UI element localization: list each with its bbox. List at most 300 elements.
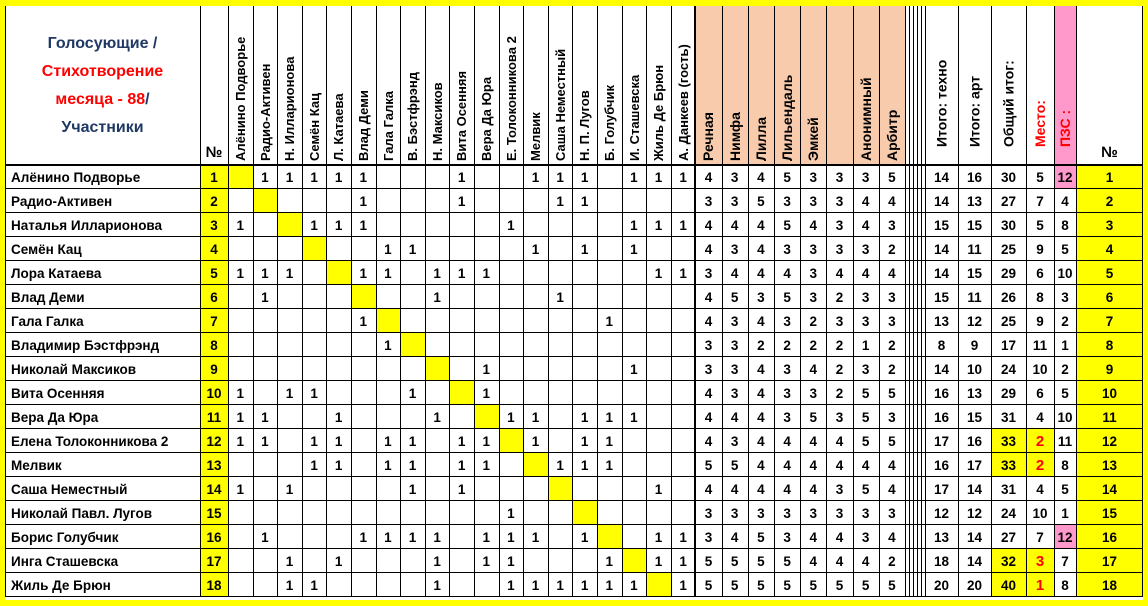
place-cell: 4 [1036,409,1044,425]
judge-score: 4 [704,385,713,401]
judge-score: 4 [757,361,765,377]
judge-header: Лилла [752,116,769,161]
self-vote-cell [228,165,253,189]
vote-cell: 1 [482,529,491,545]
judge-score: 4 [888,265,896,281]
participant-name: Семён Кац [11,241,82,257]
participant-number-right: 4 [1076,237,1143,261]
judge-score: 4 [809,361,818,377]
table-title [5,6,200,165]
judge-score: 2 [835,385,844,401]
vote-cell: 1 [531,409,540,425]
judge-score: 4 [861,265,870,281]
judge-score: 3 [809,193,818,209]
place-cell: 6 [1036,265,1044,281]
judge-score: 5 [730,457,739,473]
vote-cell: 1 [310,217,318,233]
vote-cell: 1 [457,169,466,185]
judge-score: 4 [704,313,713,329]
judge-score: 3 [730,193,739,209]
vote-cell: 1 [310,169,318,185]
judge-score: 3 [888,409,896,425]
grid-line [853,6,854,597]
participant-name: Влад Деми [11,289,85,305]
vote-cell: 1 [261,169,269,185]
vote-cell: 1 [384,241,392,257]
participant-number: 8 [200,333,228,357]
participant-name: Мелвик [11,457,62,473]
self-vote-cell [449,381,474,405]
vote-cell: 1 [679,265,687,281]
participant-name: Гала Галка [11,313,84,329]
grid-line [5,596,1143,597]
self-vote-cell [572,501,597,525]
judge-score: 3 [861,241,870,257]
participant-number: 5 [200,261,228,285]
grid-line [671,6,672,597]
vote-cell: 1 [359,193,368,209]
self-vote-cell [351,285,376,309]
vote-cell: 1 [605,457,614,473]
title-month: месяца - 88 [55,90,146,108]
grid-line [499,6,500,597]
vote-cell: 1 [654,553,663,569]
judge-score: 4 [704,289,713,305]
judge-score: 3 [888,505,896,521]
judge-score: 3 [835,481,844,497]
title-poem: Стихотворение [41,62,164,80]
techno-total: 14 [933,265,950,281]
grid-line [748,6,749,597]
grid-line [5,164,1143,166]
judge-score: 5 [809,409,818,425]
vote-cell: 1 [556,457,564,473]
self-vote-cell [548,477,573,501]
vote-cell: 1 [236,217,245,233]
vote-cell: 1 [654,481,663,497]
vote-cell: 1 [236,409,245,425]
voter-header: Н. Максиков [429,82,445,161]
judge-score: 4 [783,481,791,497]
vote-cell: 1 [457,481,466,497]
overall-total: 33 [991,453,1026,477]
judge-score: 3 [809,241,818,257]
overall-total: 25 [1000,241,1017,257]
pzs-cell: 10 [1057,409,1073,425]
place-cell: 5 [1036,217,1044,233]
pzs-cell: 1 [1061,505,1069,521]
grid-line [646,6,647,597]
judge-score: 4 [704,409,713,425]
pzs-cell: 8 [1061,217,1069,233]
grid-line [572,6,573,597]
judge-header: Речная [700,112,717,161]
vote-cell: 1 [654,265,663,281]
pzs-cell: 12 [1054,165,1076,189]
art-total: 20 [966,577,983,593]
participant-number: 7 [200,309,228,333]
vote-cell: 1 [580,409,589,425]
art-total: 9 [970,337,979,353]
self-vote-cell [523,453,548,477]
vote-cell: 1 [310,433,318,449]
judge-score: 4 [835,433,844,449]
judge-score: 5 [704,457,713,473]
pzs-cell: 2 [1061,361,1069,377]
grid-line [277,6,278,597]
overall-total: 29 [1000,265,1017,281]
place-cell: 7 [1036,529,1044,545]
judge-score: 4 [757,409,765,425]
self-vote-cell [253,189,278,213]
vote-cell: 1 [408,385,417,401]
vote-cell: 1 [236,265,245,281]
techno-total: 16 [933,385,950,401]
place-cell: 9 [1036,313,1044,329]
judge-score: 4 [861,193,870,209]
participant-name: Жиль Де Брюн [11,577,111,593]
judge-score: 1 [861,337,870,353]
judge-score: 2 [888,361,896,377]
participant-number: 14 [200,477,228,501]
voter-header: Гала Галка [380,91,396,161]
participant-name: Вера Да Юра [11,409,99,425]
judge-score: 4 [783,457,791,473]
judge-score: 3 [861,289,870,305]
vote-cell: 1 [605,577,614,593]
judge-score: 5 [888,577,896,593]
judge-score: 3 [783,529,791,545]
judge-score: 2 [757,337,765,353]
vote-cell: 1 [285,481,294,497]
judge-score: 3 [704,361,713,377]
voter-header: Н. Илларионова [281,56,297,161]
judge-score: 3 [730,433,739,449]
techno-total: 14 [933,241,950,257]
vote-cell: 1 [310,577,318,593]
techno-total: 20 [933,577,950,593]
participant-number: 12 [200,429,228,453]
grid-line [800,6,801,597]
techno-total: 14 [933,361,950,377]
title-voters: Голосующие / [47,34,158,52]
pzs-cell: 1 [1061,337,1069,353]
num-column-header: № [205,144,223,161]
self-vote-cell [277,213,302,237]
vote-cell: 1 [679,553,687,569]
grid-line [5,500,1143,501]
judge-score: 5 [809,577,818,593]
vote-cell: 1 [285,169,294,185]
techno-total: 15 [933,289,950,305]
place-cell: 2 [1026,453,1054,477]
judge-score: 4 [757,313,765,329]
vote-cell: 1 [679,217,687,233]
vote-cell: 1 [556,289,564,305]
vote-cell: 1 [679,529,687,545]
judge-score: 3 [783,193,791,209]
grid-line [5,404,1143,405]
judge-score: 3 [730,361,739,377]
vote-cell: 1 [359,529,368,545]
vote-cell: 1 [580,193,589,209]
judge-score: 5 [861,481,870,497]
judge-score: 4 [835,265,844,281]
voting-table [5,6,1143,600]
overall-total: 30 [1000,169,1017,185]
vote-cell: 1 [261,433,269,449]
judge-score: 4 [809,217,818,233]
judge-score: 5 [888,433,896,449]
overall-total: 24 [1000,505,1017,521]
judge-score: 4 [861,553,870,569]
judge-header: Нимфа [726,112,743,161]
judge-score: 4 [835,553,844,569]
grid-line [905,6,906,597]
judge-score: 3 [757,505,765,521]
participant-number: 16 [200,525,228,549]
vote-cell: 1 [654,529,663,545]
overall-total: 27 [1000,529,1017,545]
judge-score: 3 [809,265,818,281]
voter-header: А. Данкеев (гость) [675,44,691,161]
voter-header: Е. Толоконникова 2 [503,36,519,161]
judge-score: 5 [861,409,870,425]
vote-cell: 1 [507,577,515,593]
vote-cell: 1 [433,409,441,425]
judge-score: 5 [888,385,896,401]
place-cell: 10 [1032,361,1048,377]
participant-number: 17 [200,549,228,573]
judge-score: 4 [809,553,818,569]
grid-line [253,6,254,597]
grid-line [5,524,1143,525]
judge-score: 4 [704,241,713,257]
judge-score: 2 [783,337,791,353]
judge-score: 4 [757,241,765,257]
vote-cell: 1 [261,409,269,425]
overall-total: 40 [991,573,1026,597]
grid-line [5,356,1143,357]
techno-total: 15 [933,217,950,233]
vote-cell: 1 [630,361,638,377]
overall-total: 27 [1000,193,1017,209]
grid-line [523,6,524,597]
vote-cell: 1 [457,193,466,209]
vote-cell: 1 [556,193,564,209]
techno-total: 17 [933,433,950,449]
vote-cell: 1 [334,433,343,449]
self-vote-cell [326,261,351,285]
art-total: 12 [966,313,983,329]
vote-cell: 1 [261,529,269,545]
judge-score: 3 [704,337,713,353]
judge-score: 3 [704,193,713,209]
judge-score: 4 [861,217,870,233]
self-vote-cell [425,357,450,381]
art-total: 16 [966,433,983,449]
techno-total: 12 [933,505,950,521]
self-vote-cell [499,429,524,453]
participant-name: Елена Толоконникова 2 [11,433,169,449]
judge-score: 3 [861,169,870,185]
judge-score: 4 [835,529,844,545]
grid-line [5,6,6,597]
judge-score: 4 [704,169,713,185]
judge-score: 3 [730,241,739,257]
vote-cell: 1 [507,553,515,569]
judge-header: Анонимный [857,77,874,161]
grid-line [597,6,598,597]
judge-score: 4 [704,433,713,449]
vote-cell: 1 [285,265,294,281]
overall-total: 32 [991,549,1026,573]
voter-header: Радио-Активен [257,63,273,161]
vote-cell: 1 [433,577,441,593]
techno-total: 14 [933,169,950,185]
self-vote-cell [302,237,327,261]
grid-line [400,6,401,597]
vote-cell: 1 [679,169,687,185]
judge-score: 5 [861,577,870,593]
overall-total: 25 [1000,313,1017,329]
vote-cell: 1 [482,433,491,449]
vote-cell: 1 [482,361,491,377]
judge-score: 3 [888,289,896,305]
place-cell: 4 [1036,481,1044,497]
place-cell: 5 [1036,169,1044,185]
pzs-cell: 10 [1057,265,1073,281]
participant-number-right: 14 [1076,477,1143,501]
self-vote-cell [622,549,647,573]
judge-score: 5 [757,193,765,209]
vote-cell: 1 [433,529,441,545]
art-total: 15 [966,265,983,281]
vote-cell: 1 [384,529,392,545]
participant-name: Борис Голубчик [11,529,119,545]
judge-score: 5 [861,433,870,449]
judge-score: 5 [704,577,713,593]
art-total: 11 [967,289,982,305]
techno-total: 8 [937,337,946,353]
judge-score: 5 [730,289,739,305]
judge-score: 3 [809,169,818,185]
judge-score: 3 [888,217,896,233]
totals-header: Итого: арт [966,75,983,147]
judge-score: 3 [730,337,739,353]
techno-total: 17 [933,481,950,497]
voter-header: Вита Осенняя [454,70,470,161]
grid-line [694,6,696,597]
vote-cell: 1 [605,409,614,425]
vote-cell: 1 [334,409,343,425]
vote-cell: 1 [408,433,417,449]
judge-score: 3 [757,289,765,305]
techno-total: 16 [933,409,950,425]
grid-line [376,6,377,597]
title-participants: Участники [61,118,144,136]
participant-name: Владимир Бэстфрэнд [11,337,160,353]
participant-number-right: 2 [1076,189,1143,213]
judge-score: 3 [783,361,791,377]
totals-header: Общий итог: [1000,60,1017,147]
vote-cell: 1 [433,289,441,305]
judge-score: 5 [704,553,713,569]
judge-score: 3 [783,385,791,401]
grid-line [302,6,303,597]
grid-line [5,452,1143,453]
title-slash: / [145,90,150,108]
participant-number: 9 [200,357,228,381]
participant-number: 3 [200,213,228,237]
place-cell: 6 [1036,385,1044,401]
grid-line [5,188,1143,189]
art-total: 15 [966,409,983,425]
vote-cell: 1 [236,433,245,449]
voter-header: Л. Катаева [331,93,347,161]
grid-line [917,6,918,597]
judge-score: 4 [809,457,818,473]
place-cell: 2 [1026,429,1054,453]
judge-score: 5 [783,217,791,233]
grid-line [1076,6,1077,597]
judge-score: 5 [835,577,844,593]
vote-cell: 1 [630,169,638,185]
judge-score: 2 [809,313,818,329]
participant-name: Саша Неместный [11,481,128,497]
grid-line [921,6,922,597]
participant-number-right: 16 [1076,525,1143,549]
participant-name: Алёнино Подворье [11,169,141,185]
judge-score: 4 [809,433,818,449]
participant-number-right: 3 [1076,213,1143,237]
judge-score: 5 [888,169,896,185]
grid-line [228,6,229,597]
overall-total: 33 [991,429,1026,453]
grid-line [958,6,959,597]
judge-score: 5 [730,553,739,569]
vote-cell: 1 [654,217,663,233]
judge-score: 4 [783,265,791,281]
vote-cell: 1 [261,265,269,281]
pzs-cell: 7 [1061,553,1069,569]
vote-cell: 1 [384,265,392,281]
judge-score: 5 [861,385,870,401]
judge-score: 4 [704,481,713,497]
judge-score: 3 [704,265,713,281]
judge-score: 4 [888,457,896,473]
judge-score: 4 [783,433,791,449]
judge-score: 4 [809,481,818,497]
pzs-cell: 4 [1061,193,1069,209]
judge-score: 3 [861,505,870,521]
vote-cell: 1 [605,313,614,329]
vote-cell: 1 [359,313,368,329]
participant-number: 13 [200,453,228,477]
judge-score: 3 [730,313,739,329]
vote-cell: 1 [433,553,441,569]
voter-header: Саша Неместный [552,48,568,161]
self-vote-cell [597,525,622,549]
judge-score: 3 [730,385,739,401]
vote-cell: 1 [334,457,343,473]
judge-score: 4 [809,529,818,545]
judge-score: 2 [888,241,896,257]
judge-score: 4 [730,481,739,497]
participant-number-right: 5 [1076,261,1143,285]
grid-line [5,308,1143,309]
participant-name: Инга Сташевска [11,553,119,569]
